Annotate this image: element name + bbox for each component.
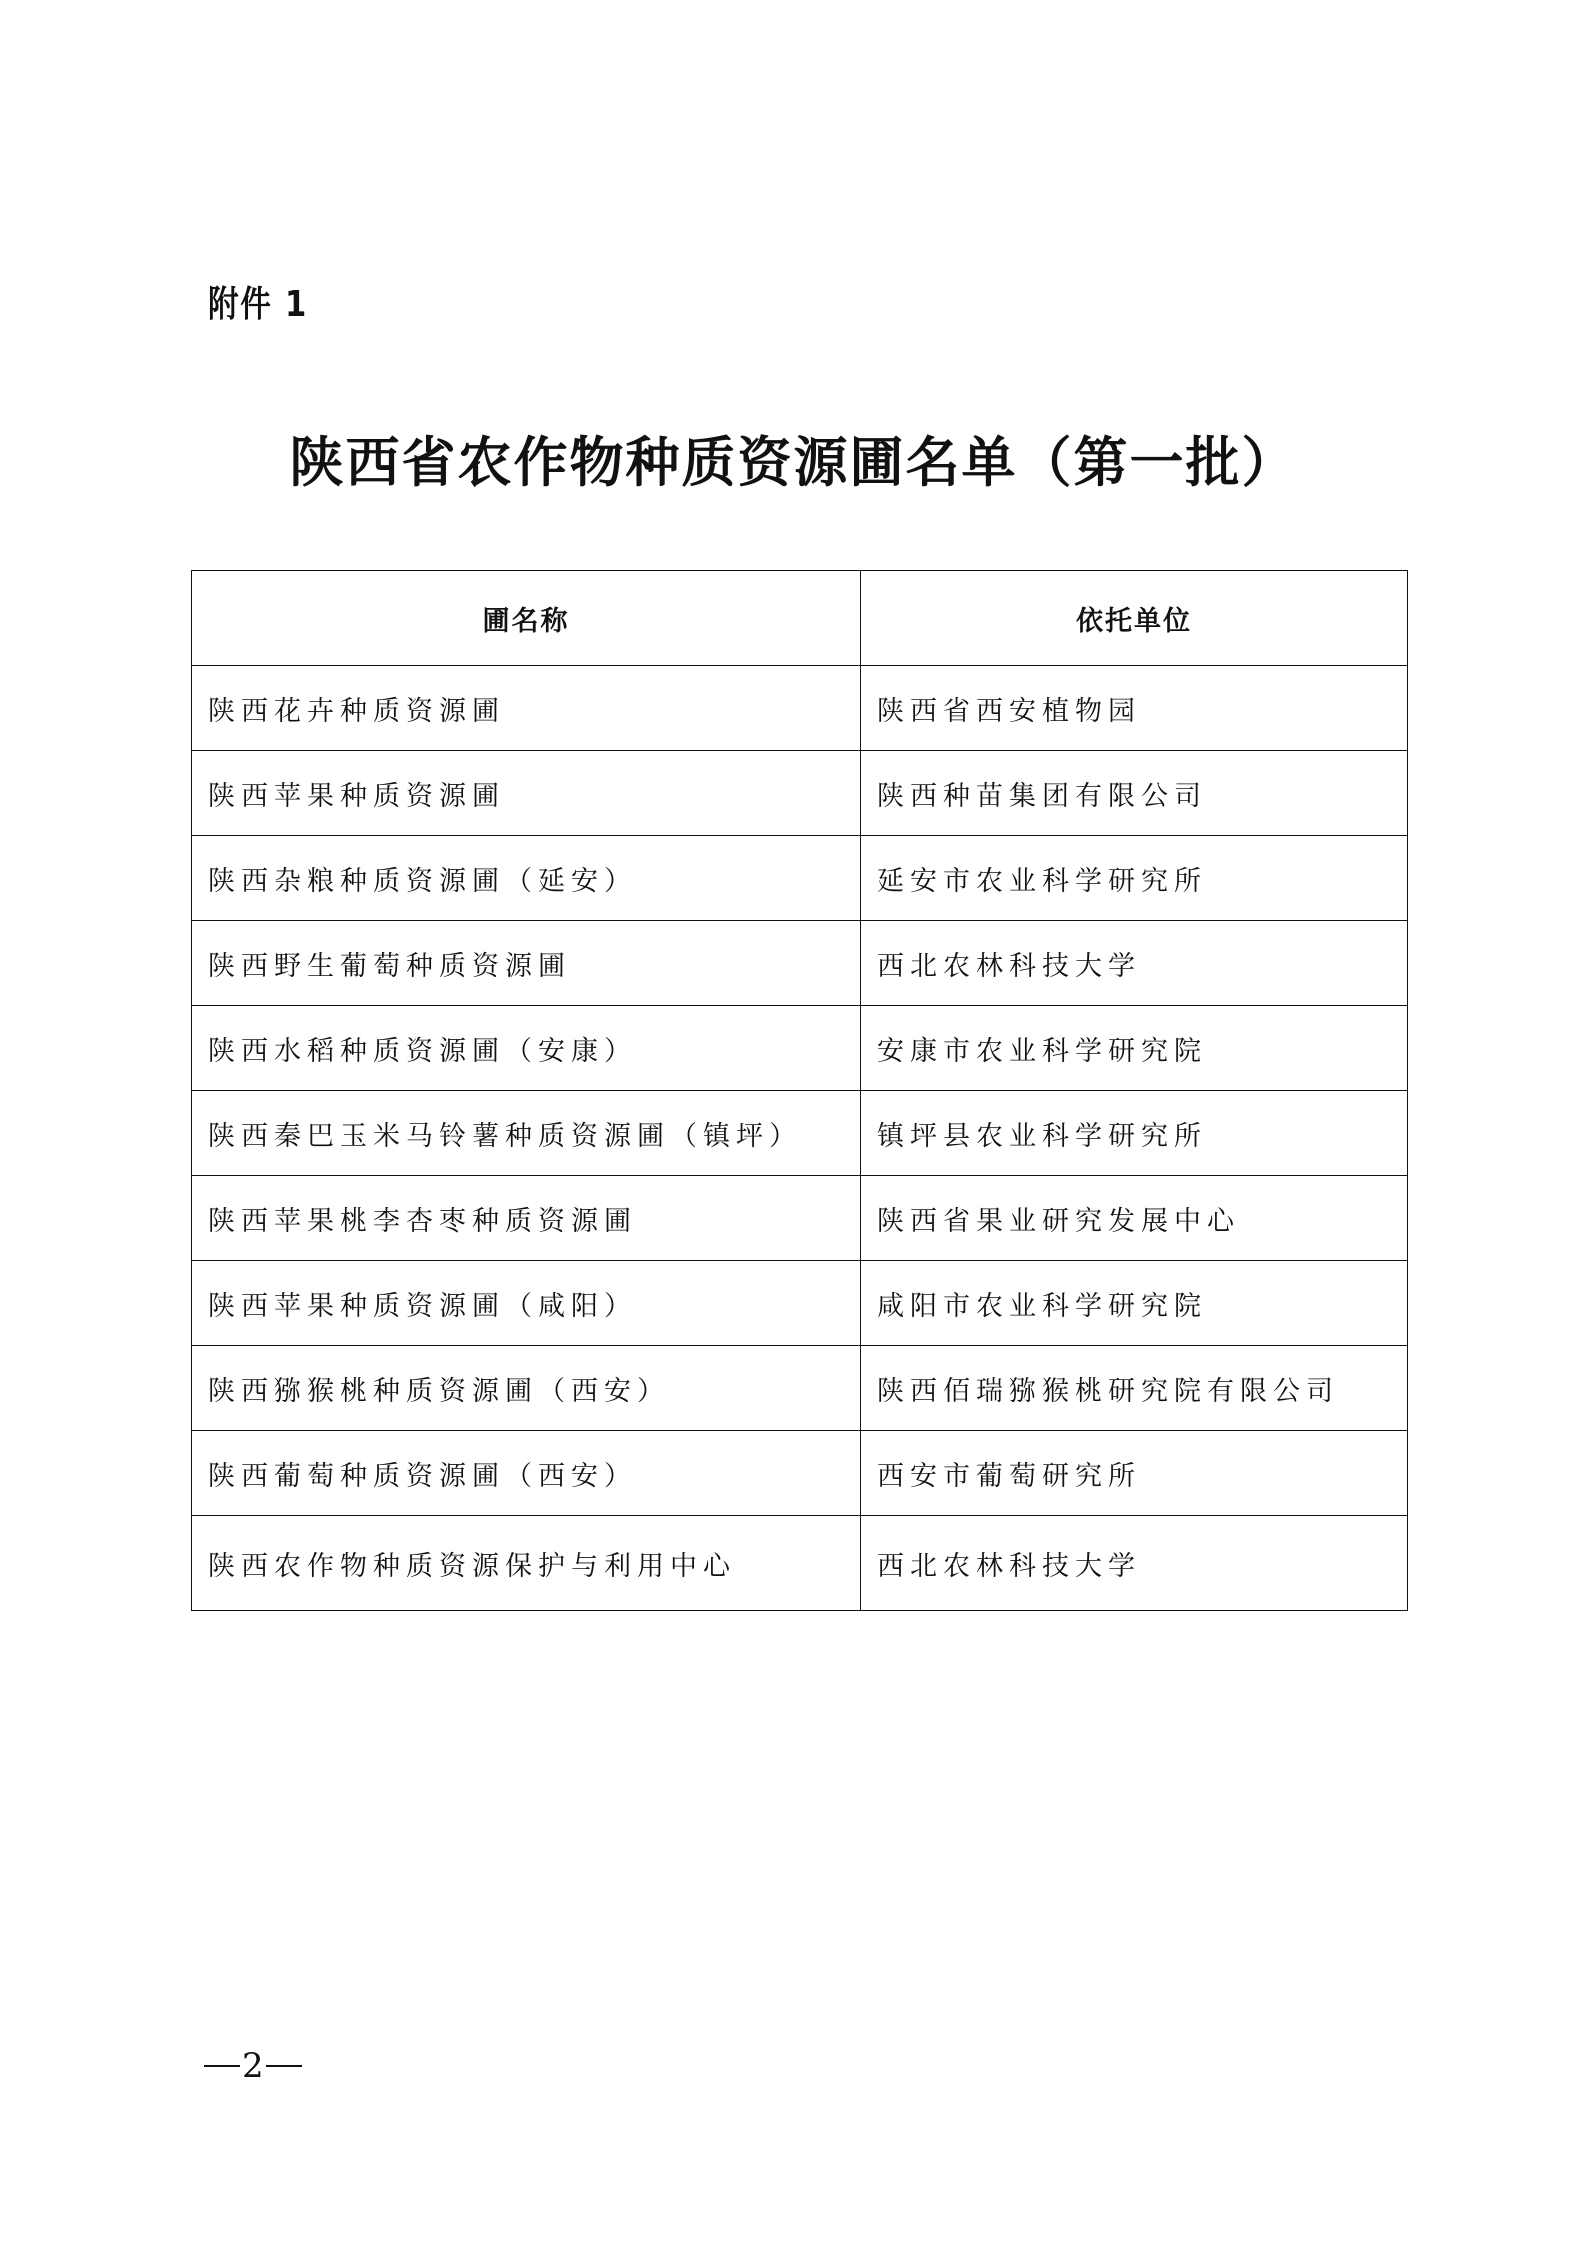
supporting-unit-cell: 西北农林科技大学 (861, 921, 1408, 1006)
supporting-unit-cell: 陕西省果业研究发展中心 (861, 1176, 1408, 1261)
table-row (192, 1261, 1408, 1346)
nursery-name-cell: 陕西苹果桃李杏枣种质资源圃 (192, 1176, 861, 1261)
page-number-dash-left (204, 2065, 240, 2067)
table-row (192, 666, 1408, 751)
table-row (192, 751, 1408, 836)
nursery-name-cell: 陕西杂粮种质资源圃（延安） (192, 836, 861, 921)
nursery-name-cell: 陕西秦巴玉米马铃薯种质资源圃（镇坪） (192, 1091, 861, 1176)
supporting-unit-cell: 咸阳市农业科学研究院 (861, 1261, 1408, 1346)
supporting-unit-cell: 陕西种苗集团有限公司 (861, 751, 1408, 836)
nursery-name-cell: 陕西苹果种质资源圃（咸阳） (192, 1261, 861, 1346)
table-row (192, 1431, 1408, 1516)
resource-nursery-table (191, 570, 1408, 1611)
table-row (192, 1006, 1408, 1091)
nursery-name-cell: 陕西水稻种质资源圃（安康） (192, 1006, 861, 1091)
page-number (204, 2046, 302, 2086)
column-header-nursery-name: 圃名称 (192, 571, 861, 666)
nursery-name-cell: 陕西葡萄种质资源圃（西安） (192, 1431, 861, 1516)
table-row (192, 1346, 1408, 1431)
nursery-name-cell: 陕西猕猴桃种质资源圃（西安） (192, 1346, 861, 1431)
table-row (192, 1091, 1408, 1176)
table-row (192, 921, 1408, 1006)
column-header-supporting-unit: 依托单位 (861, 571, 1408, 666)
supporting-unit-cell: 陕西省西安植物园 (861, 666, 1408, 751)
attachment-label: 附件 1 (208, 284, 308, 325)
nursery-name-cell: 陕西苹果种质资源圃 (192, 751, 861, 836)
supporting-unit-cell: 安康市农业科学研究院 (861, 1006, 1408, 1091)
supporting-unit-cell: 延安市农业科学研究所 (861, 836, 1408, 921)
nursery-name-cell: 陕西野生葡萄种质资源圃 (192, 921, 861, 1006)
supporting-unit-cell: 西安市葡萄研究所 (861, 1431, 1408, 1516)
nursery-name-cell: 陕西花卉种质资源圃 (192, 666, 861, 751)
table-row (192, 836, 1408, 921)
document-title: 陕西省农作物种质资源圃名单（第一批） (289, 431, 1298, 494)
page-number-dash-right (266, 2065, 302, 2067)
supporting-unit-cell: 西北农林科技大学 (861, 1516, 1408, 1611)
page-number-value: 2 (242, 2046, 264, 2086)
supporting-unit-cell: 陕西佰瑞猕猴桃研究院有限公司 (861, 1346, 1408, 1431)
table-row (192, 1176, 1408, 1261)
supporting-unit-cell: 镇坪县农业科学研究所 (861, 1091, 1408, 1176)
nursery-name-cell: 陕西农作物种质资源保护与利用中心 (192, 1516, 861, 1611)
table-header-row (192, 571, 1408, 666)
table-row (192, 1516, 1408, 1611)
